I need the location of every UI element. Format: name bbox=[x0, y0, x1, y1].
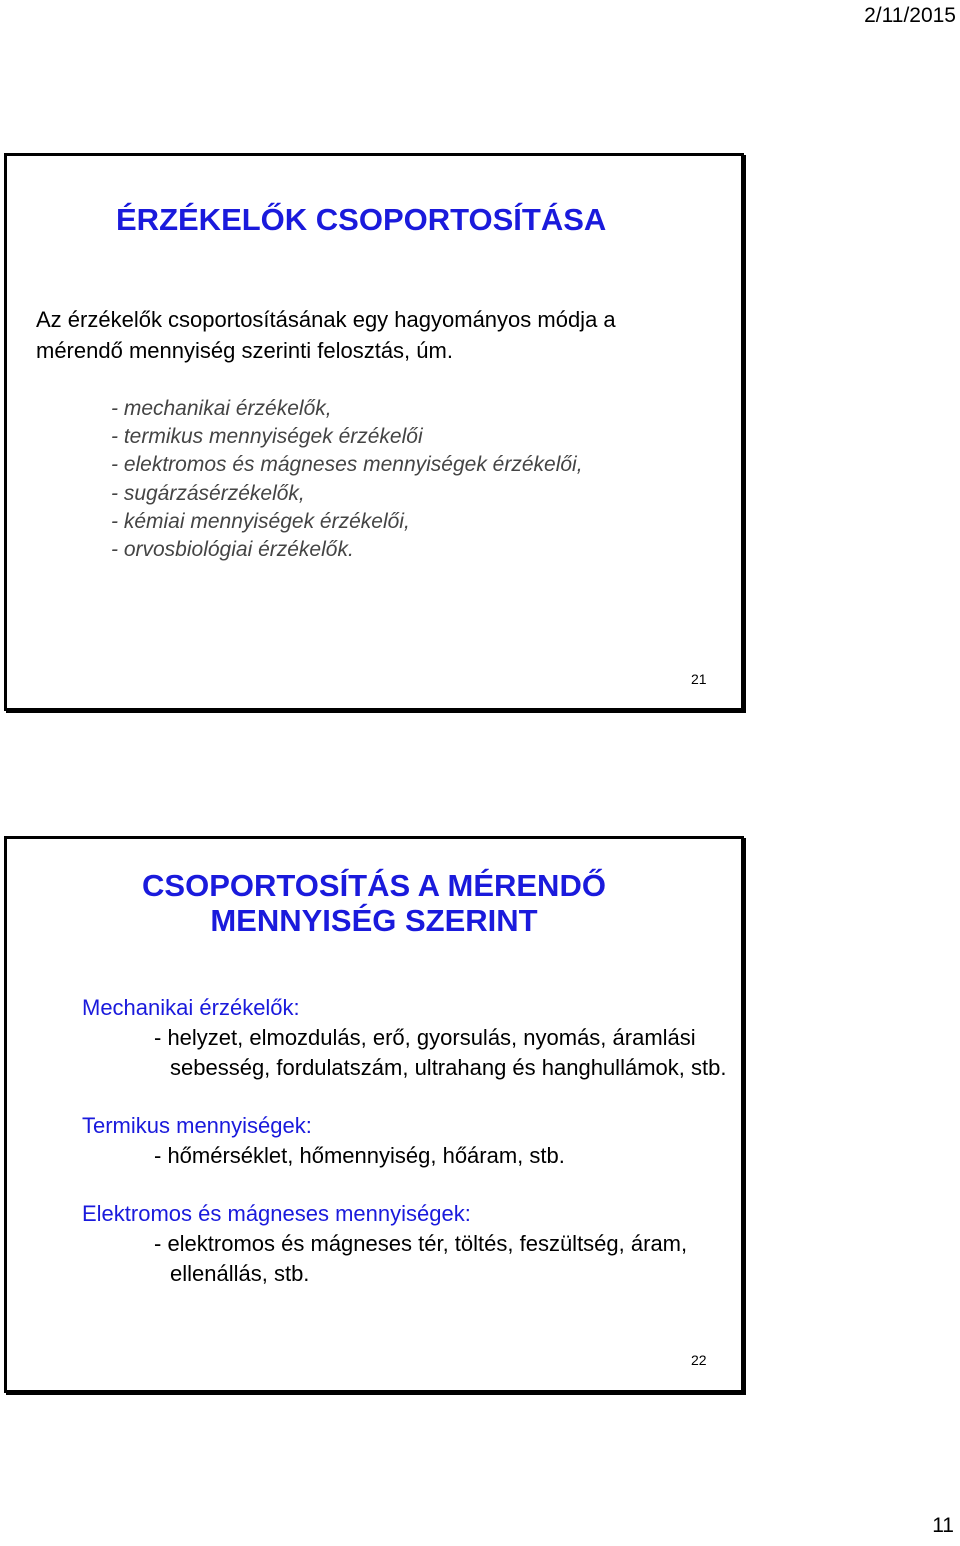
section-heading: Elektromos és mágneses mennyiségek: bbox=[82, 1201, 471, 1226]
section-thermal bbox=[82, 1111, 732, 1171]
list-item: - sugárzásérzékelők, bbox=[111, 481, 305, 505]
title-line: CSOPORTOSÍTÁS A MÉRENDŐ bbox=[142, 868, 606, 903]
section-body: - helyzet, elmozdulás, erő, gyorsulás, nyomás, áramlási sebesség, fordulatszám, ultrahang és hanghullámok, stb. bbox=[154, 1025, 727, 1080]
section-electromagnetic bbox=[82, 1199, 732, 1289]
slide-intro bbox=[36, 304, 726, 366]
intro-line: mérendő mennyiség szerinti felosztás, úm. bbox=[36, 338, 453, 363]
title-line: MENNYISÉG SZERINT bbox=[210, 902, 538, 938]
slide-title: ÉRZÉKELŐK CSOPORTOSÍTÁSA bbox=[116, 202, 607, 237]
slide-number: 22 bbox=[691, 1352, 707, 1368]
section-mechanical bbox=[82, 993, 732, 1083]
slide-number: 21 bbox=[691, 671, 707, 687]
sensor-category-list bbox=[111, 395, 583, 564]
section-heading: Mechanikai érzékelők: bbox=[82, 995, 300, 1020]
section-body: - hőmérséklet, hőmennyiség, hőáram, stb. bbox=[154, 1143, 565, 1168]
section-body: - elektromos és mágneses tér, töltés, feszültség, áram, ellenállás, stb. bbox=[154, 1231, 688, 1286]
list-item: - mechanikai érzékelők, bbox=[111, 397, 332, 420]
intro-line: Az érzékelők csoportosításának egy hagyományos módja a bbox=[36, 307, 616, 332]
list-item: - elektromos és mágneses mennyiségek érzékelői, bbox=[111, 453, 583, 477]
slide-title bbox=[7, 869, 741, 938]
document-date: 2/11/2015 bbox=[864, 4, 956, 27]
list-item: - termikus mennyiségek érzékelői bbox=[111, 425, 423, 449]
list-item: - orvosbiológiai érzékelők. bbox=[111, 538, 354, 562]
slide-21 bbox=[4, 153, 744, 711]
slide-22 bbox=[4, 836, 744, 1393]
section-list bbox=[82, 993, 732, 1317]
page-number: 11 bbox=[932, 1514, 954, 1537]
list-item: - kémiai mennyiségek érzékelői, bbox=[111, 509, 410, 533]
section-heading: Termikus mennyiségek: bbox=[82, 1113, 312, 1138]
